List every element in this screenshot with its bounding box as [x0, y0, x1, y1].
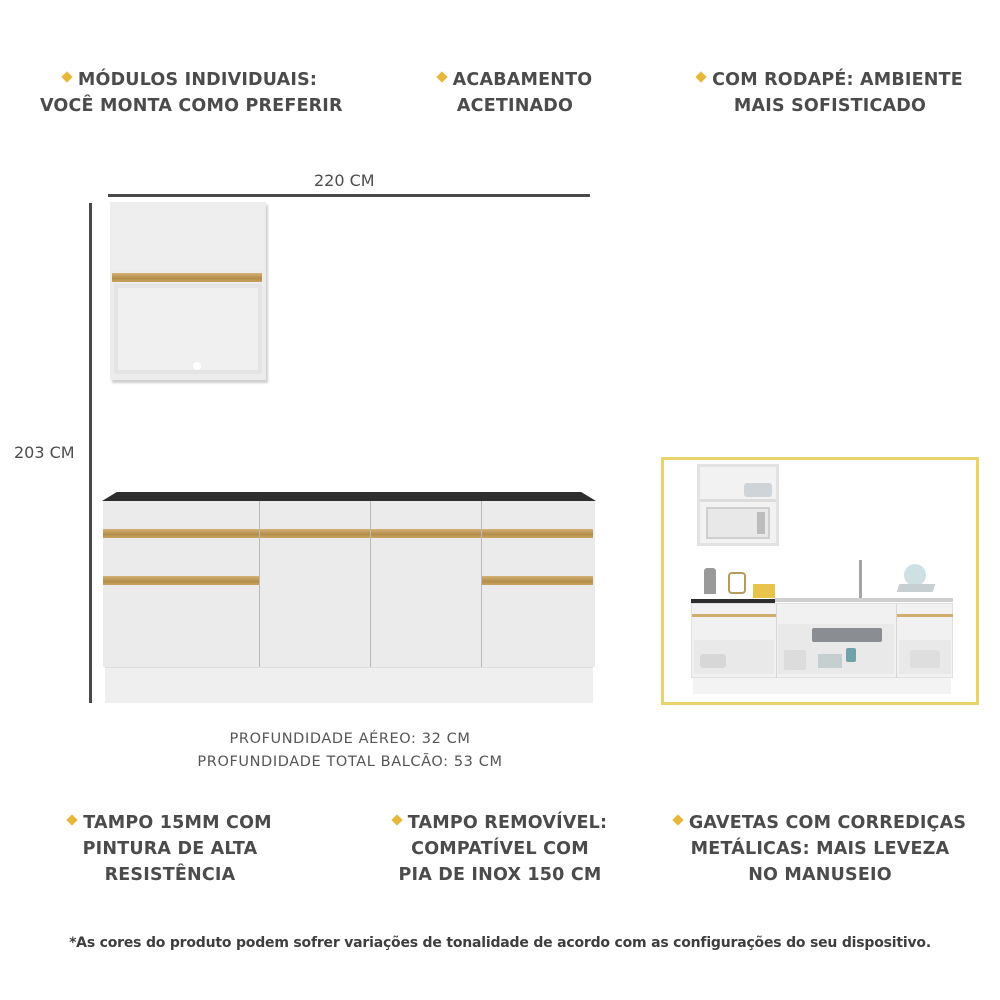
feature-line: ACABAMENTO — [452, 70, 593, 90]
feature-line: MÓDULOS INDIVIDUAIS: — [77, 70, 318, 90]
gold-handle-strip — [103, 529, 259, 538]
feature-line: VOCÊ MONTA COMO PREFERIR — [40, 96, 343, 116]
kitchen-preview-image — [661, 457, 979, 705]
preview-plinth — [693, 678, 951, 694]
depth-aereo: PROFUNDIDADE AÉREO: 32 CM — [229, 731, 471, 747]
feature-line: GAVETAS COM CORREDIÇAS — [688, 813, 967, 833]
mug-tree-icon — [728, 572, 746, 594]
feature-line: PIA DE INOX 150 CM — [398, 865, 602, 885]
microwave-icon — [706, 507, 770, 539]
plates-icon — [812, 628, 882, 642]
dish-rack-icon — [904, 564, 926, 586]
feature-line: METÁLICAS: MAIS LEVEZA — [690, 839, 950, 859]
cable-hole-icon — [193, 362, 201, 370]
plinth-illustration — [105, 667, 593, 703]
feature-com-rodape — [690, 67, 970, 119]
diamond-bullet-icon — [672, 814, 683, 825]
countertop-illustration — [102, 492, 596, 501]
microwave-niche — [114, 284, 262, 374]
wall-cabinet-door — [110, 202, 264, 270]
door-separator — [370, 501, 371, 667]
height-dimension-line — [89, 203, 92, 703]
height-dimension-label: 203 CM — [14, 443, 75, 462]
gold-handle-strip — [482, 529, 593, 538]
feature-tampo-removivel — [385, 810, 615, 888]
depth-balcao: PROFUNDIDADE TOTAL BALCÃO: 53 CM — [197, 754, 503, 770]
depth-info — [160, 728, 540, 774]
feature-line: MAIS SOFISTICADO — [733, 96, 927, 116]
wall-cabinet-illustration — [110, 202, 266, 380]
gold-handle-strip — [482, 576, 593, 585]
gold-handle-strip — [103, 576, 259, 585]
feature-modulos-individuais — [40, 67, 343, 119]
dish-basket-icon — [744, 483, 772, 497]
pots-icon — [700, 654, 726, 668]
door-separator — [259, 501, 260, 667]
feature-line: ACETINADO — [456, 96, 574, 116]
yellow-box-icon — [753, 584, 775, 598]
feature-line: TAMPO REMOVÍVEL: — [407, 813, 608, 833]
coffee-machine-icon — [704, 568, 716, 594]
gold-handle-strip — [112, 273, 262, 282]
diamond-bullet-icon — [436, 71, 447, 82]
feature-line: COMPATÍVEL COM — [411, 839, 589, 859]
feature-line: NO MANUSEIO — [748, 865, 892, 885]
base-cabinet-illustration — [103, 501, 595, 667]
feature-line: TAMPO 15MM COM — [83, 813, 272, 833]
preview-base-cabinet — [691, 603, 953, 678]
diamond-bullet-icon — [67, 814, 78, 825]
preview-wall-cabinet — [697, 464, 779, 546]
width-dimension-label: 220 CM — [314, 171, 375, 190]
diamond-bullet-icon — [391, 814, 402, 825]
feature-line: RESISTÊNCIA — [104, 865, 236, 885]
faucet-icon — [859, 560, 862, 598]
preview-sink-top — [775, 598, 953, 602]
width-dimension-line — [108, 194, 590, 197]
feature-line: COM RODAPÉ: AMBIENTE — [712, 70, 963, 90]
diamond-bullet-icon — [695, 71, 706, 82]
feature-acabamento-acetinado — [430, 67, 600, 119]
gold-handle-strip — [260, 529, 370, 538]
color-disclaimer-footnote: *As cores do produto podem sofrer variações de tonalidade de acordo com as configurações do seu dispositivo. — [69, 935, 931, 951]
feature-line: PINTURA DE ALTA — [82, 839, 258, 859]
diamond-bullet-icon — [61, 71, 72, 82]
feature-tampo-15mm — [50, 810, 290, 888]
gold-handle-strip — [371, 529, 481, 538]
feature-gavetas-corredicas — [665, 810, 975, 888]
